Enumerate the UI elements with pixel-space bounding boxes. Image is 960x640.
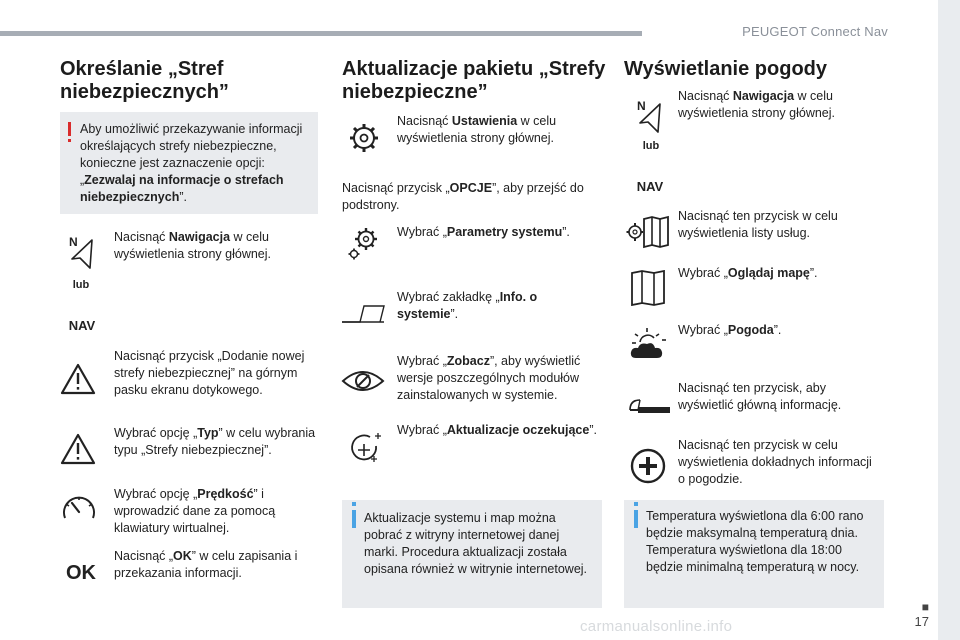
page-marker: ■ bbox=[921, 600, 929, 614]
col3-step-navigation: Nacisnąć Nawigacja w celu wyświetlenia strony głównej. bbox=[678, 89, 836, 120]
col3-info-note bbox=[624, 500, 884, 608]
main-info-icon bbox=[624, 394, 672, 416]
col2-step-updates: Wybrać „Aktualizacje oczekujące”. bbox=[397, 423, 597, 437]
info-dot-icon-2 bbox=[634, 502, 638, 506]
col2-step-view: Wybrać „Zobacz”, aby wyświetlić wersje poszczególnych modułów zainstalowanych w systemie. bbox=[397, 354, 581, 402]
col3-note-text: Temperatura wyświetlona dla 6:00 rano będzie maksymalną temperaturą dnia. Temperatura wyświetlona dla 18:00 będzie minimalną temperaturą w nocy. bbox=[646, 509, 864, 574]
danger-type-triangle-icon bbox=[60, 432, 96, 466]
details-plus-icon bbox=[628, 446, 668, 486]
col3-step-main-info: Nacisnąć ten przycisk, aby wyświetlić główną informację. bbox=[678, 381, 842, 412]
col1-title: Określanie „Stref niebezpiecznych” bbox=[60, 58, 229, 103]
page-number: 17 bbox=[914, 614, 929, 629]
weather-sun-cloud-icon bbox=[626, 326, 670, 362]
col2-note-text: Aktualizacje systemu i map można pobrać z witryny internetowej danej marki. Procedura aktualizacji została opisana również w witrynie internetowej. bbox=[364, 511, 588, 576]
nav-button-label-2: NAV bbox=[636, 179, 664, 194]
view-eye-icon bbox=[341, 366, 385, 396]
col2-step-info: Wybrać zakładkę „Info. o systemie”. bbox=[397, 290, 538, 321]
col1-step-add-zone: Nacisnąć przycisk „Dodanie nowej strefy niebezpiecznej” na górnym pasku ekranu dotykowego. bbox=[114, 349, 305, 397]
nav-button-label: NAV bbox=[68, 318, 96, 333]
col2-step-options: Nacisnąć przycisk „OPCJE”, aby przejść do podstrony. bbox=[342, 181, 584, 212]
col1-step-navigation: Nacisnąć Nawigacja w celu wyświetlenia strony głównej. bbox=[114, 230, 272, 261]
or-label-2: lub bbox=[642, 140, 660, 152]
speedometer-icon bbox=[60, 492, 98, 526]
col3-step-map: Wybrać „Oglądaj mapę”. bbox=[678, 266, 818, 280]
col2-title: Aktualizacje pakietu „Strefy niebezpieczne” bbox=[342, 58, 606, 103]
system-parameters-gears-icon bbox=[346, 226, 380, 262]
col1-step-speed: Wybrać opcję „Prędkość” i wprowadzić dane za pomocą klawiatury wirtualnej. bbox=[114, 487, 276, 535]
watermark: carmanualsonline.info bbox=[580, 618, 733, 635]
warning-dot-icon bbox=[68, 139, 71, 142]
col1-step-type: Wybrać opcję „Typ” w celu wybrania typu „Strefy niebezpiecznej”. bbox=[114, 426, 316, 457]
system-info-tab-icon bbox=[340, 302, 386, 326]
warning-mark-icon bbox=[68, 122, 71, 136]
navigation-arrow-icon bbox=[62, 232, 98, 272]
col2-info-note bbox=[342, 500, 602, 608]
services-map-settings-icon bbox=[626, 215, 670, 249]
navigation-arrow-icon-2 bbox=[630, 96, 666, 136]
side-strip bbox=[938, 0, 960, 640]
or-label: lub bbox=[72, 279, 90, 291]
nav-letter-icon: N bbox=[69, 235, 78, 249]
brand-title: PEUGEOT Connect Nav bbox=[742, 24, 888, 39]
map-view-icon bbox=[630, 270, 666, 306]
info-mark-icon bbox=[352, 510, 356, 528]
info-mark-icon-2 bbox=[634, 510, 638, 528]
col3-title: Wyświetlanie pogody bbox=[624, 58, 827, 80]
ok-button-label: OK bbox=[66, 562, 96, 584]
settings-gear-icon bbox=[348, 122, 380, 154]
col1-step-ok: Nacisnąć „OK” w celu zapisania i przekazania informacji. bbox=[114, 549, 298, 580]
col2-step-params: Wybrać „Parametry systemu”. bbox=[397, 225, 570, 239]
pending-updates-icon bbox=[344, 430, 384, 466]
col3-step-weather: Wybrać „Pogoda”. bbox=[678, 323, 782, 337]
col2-step-settings: Nacisnąć Ustawienia w celu wyświetlenia strony głównej. bbox=[397, 114, 557, 145]
col3-step-details: Nacisnąć ten przycisk w celu wyświetlenia dokładnych informacji o pogodzie. bbox=[678, 438, 872, 486]
col1-note-text: Aby umożliwić przekazywanie informacji określających strefy niebezpieczne, konieczne jest zaznaczenie opcji: „Zezwalaj na informacje o strefach niebezpiecznych”. bbox=[80, 122, 303, 204]
col1-warning-note bbox=[60, 112, 318, 214]
header-rule bbox=[0, 31, 642, 36]
info-dot-icon bbox=[352, 502, 356, 506]
col3-step-services: Nacisnąć ten przycisk w celu wyświetlenia listy usług. bbox=[678, 209, 838, 240]
danger-triangle-icon bbox=[60, 362, 96, 396]
nav-letter-icon-2: N bbox=[637, 99, 646, 113]
